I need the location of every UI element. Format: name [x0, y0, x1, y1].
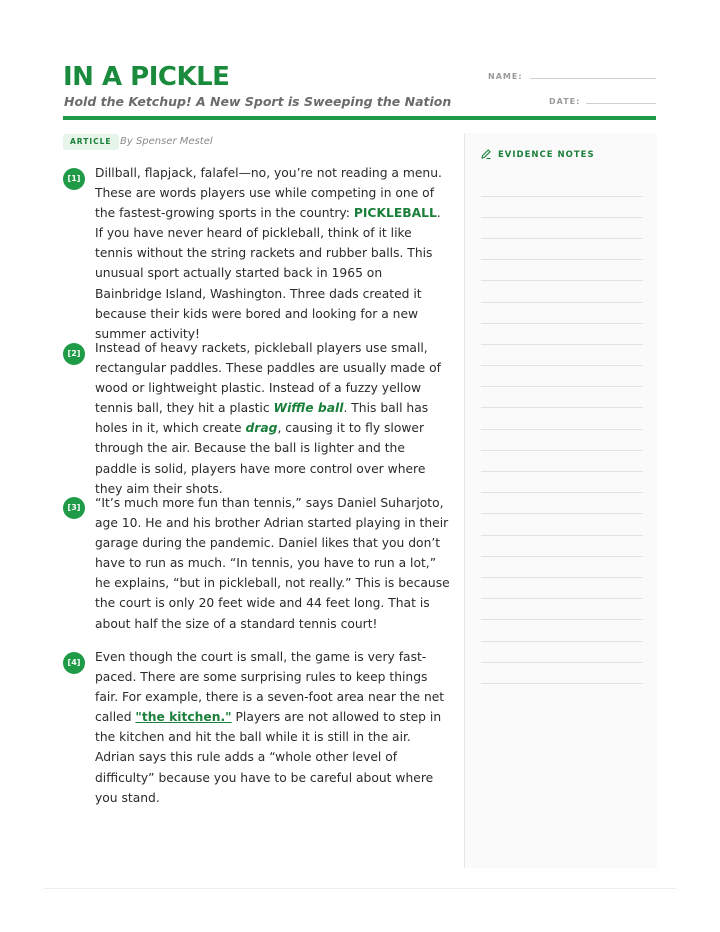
paragraph-text: Players are not allowed to step in the kitchen and hit the ball while it is still in the air. Adrian says this rule adds a “whole other level of difficulty” because you have to be careful about where you stand.: [95, 710, 442, 805]
paragraph-number: [4]: [63, 652, 85, 674]
note-line[interactable]: [481, 471, 643, 472]
pencil-icon: [480, 148, 492, 160]
paragraph-text: Instead of heavy rackets, pickleball players use small, rectangular paddles. These paddles are usually made of wood or lightweight plastic. Instead of a fuzzy yellow tennis ball, they hit a plastic: [95, 341, 441, 416]
note-line[interactable]: [481, 365, 643, 366]
note-line[interactable]: [481, 217, 643, 218]
name-label: NAME:: [488, 72, 523, 81]
note-line[interactable]: [481, 619, 643, 620]
paragraph-text: Even though the court is small, the game is very fast-paced. There are some surprising rules to keep things fair. For example, there is a seven-foot area near the net called: [95, 650, 445, 725]
note-line[interactable]: [481, 598, 643, 599]
note-line[interactable]: [481, 407, 643, 408]
note-line[interactable]: [481, 683, 643, 684]
byline: By Spenser Mestel: [120, 136, 213, 147]
paragraph-1: [95, 163, 450, 344]
paragraph-text: “It’s much more fun than tennis,” says Daniel Suharjoto, age 10. He and his brother Adrian started playing in their garage during the pandemic. Daniel likes that you don’t have to run as much. “In tennis, you have to run a lot,” he explains, “but in pickleball, not really.” This is because the court is only 20 feet wide and 44 feet long. That is about half the size of a standard tennis court!: [95, 496, 450, 631]
keyword-drag: drag: [245, 421, 278, 436]
note-line[interactable]: [481, 556, 643, 557]
header-rule: [63, 116, 656, 120]
note-line[interactable]: [481, 196, 643, 197]
article-badge: ARTICLE: [63, 134, 119, 150]
date-label: DATE:: [549, 97, 581, 106]
keyword-the-kitchen[interactable]: "the kitchen.": [135, 710, 232, 725]
note-line[interactable]: [481, 386, 643, 387]
note-line[interactable]: [481, 344, 643, 345]
note-line[interactable]: [481, 302, 643, 303]
note-line[interactable]: [481, 577, 643, 578]
note-line[interactable]: [481, 323, 643, 324]
page-subtitle: Hold the Ketchup! A New Sport is Sweeping the Nation: [64, 94, 452, 109]
date-field[interactable]: [586, 103, 656, 104]
paragraph-number: [3]: [63, 497, 85, 519]
paragraph-number: [1]: [63, 168, 85, 190]
paragraph-text: , causing it to fly slower through the air. Because the ball is lighter and the paddle is solid, players have more control over where they aim their shots.: [95, 421, 426, 496]
note-line[interactable]: [481, 259, 643, 260]
paragraph-2: [95, 338, 450, 499]
note-line[interactable]: [481, 662, 643, 663]
paragraph-text: . This ball has holes in it, which create: [95, 401, 429, 436]
keyword-pickleball: PICKLEBALL: [353, 206, 437, 221]
note-line[interactable]: [481, 641, 643, 642]
note-line[interactable]: [481, 238, 643, 239]
note-line[interactable]: [481, 450, 643, 451]
paragraph-text: . If you have never heard of pickleball, think of it like tennis without the string rackets and rubber balls. This unusual sport actually started back in 1965 on Bainbridge Island, Washington. Three dads created it because their kids were bored and looking for a new summer activity!: [95, 206, 441, 341]
evidence-notes-title: EVIDENCE NOTES: [498, 150, 595, 160]
footer-divider: [44, 888, 676, 889]
name-field[interactable]: [530, 78, 656, 79]
paragraph-4: [95, 647, 450, 808]
page-title: IN A PICKLE: [63, 62, 230, 92]
paragraph-text: Dillball, flapjack, falafel—no, you’re not reading a menu. These are words players use while competing in one of the fastest-growing sports in the country:: [95, 166, 442, 221]
note-line[interactable]: [481, 535, 643, 536]
note-line[interactable]: [481, 513, 643, 514]
note-line[interactable]: [481, 280, 643, 281]
paragraph-3: [95, 493, 450, 634]
note-line[interactable]: [481, 492, 643, 493]
paragraph-number: [2]: [63, 343, 85, 365]
note-line[interactable]: [481, 429, 643, 430]
keyword-wiffle-ball: Wiffle ball: [273, 401, 344, 416]
evidence-notes-panel: [464, 133, 657, 868]
